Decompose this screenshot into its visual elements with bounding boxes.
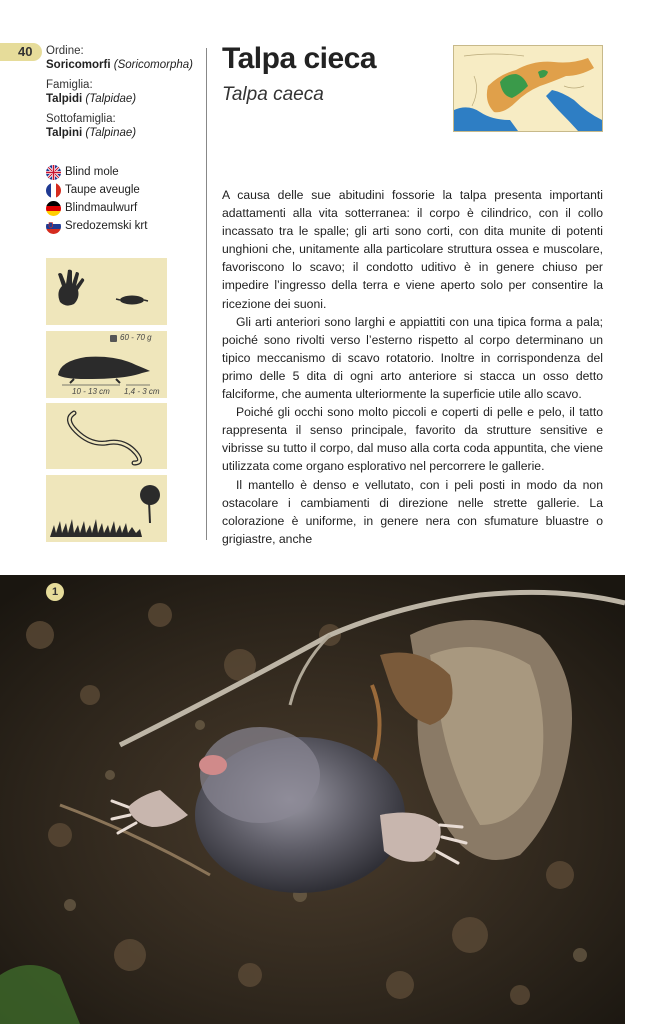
footprint-icon: [46, 258, 167, 325]
earthworm-icon: [46, 403, 167, 469]
species-title: Talpa cieca: [222, 42, 377, 75]
size-panel: [46, 331, 167, 398]
common-name-french: [46, 181, 147, 199]
weight-value: 60 - 70 g: [120, 333, 152, 342]
family-latin: (Talpidae): [85, 93, 137, 105]
uk-flag-icon: [46, 165, 61, 180]
taxonomy-block: [46, 44, 206, 146]
mole-photo: [0, 575, 625, 1024]
common-name-text: Sredozemski krt: [65, 220, 148, 232]
photo-number-badge: 1: [46, 583, 64, 601]
distribution-map: [453, 45, 603, 132]
slovenia-flag-icon: [46, 219, 61, 234]
subfamily-label: Sottofamiglia:: [46, 113, 116, 125]
description-paragraph: Poiché gli occhi sono molto piccoli e coperti di pelle e pelo, il tatto rappresenta il senso principale, favorito da strutture sensitive e vibrisse su tutto il corpo, dal muso alla corta coda appuntita, che viene utilizzata come organo esplorativo nel percorrere le gallerie.: [222, 405, 603, 474]
order-value: Soricomorfi: [46, 59, 111, 71]
order-latin: (Soricomorpha): [113, 59, 193, 71]
family-label: Famiglia:: [46, 79, 93, 91]
france-flag-icon: [46, 183, 61, 198]
body-length-value: 10 - 13 cm: [72, 387, 110, 396]
common-name-text: Blindmaulwurf: [65, 202, 138, 214]
description-paragraph: Gli arti anteriori sono larghi e appiattiti con una tipica forma a pala; poiché sono rivolti verso l’esterno rispetto al corpo determinano un tipico meccanismo di scavo rotatorio. Inoltre in corrispondenza del primo delle 5 dita di ogni arto anteriore si stacca un osso detto falciforme, che aumenta ulteriormente la superficie utile allo scavo.: [222, 314, 603, 402]
habitat-panel: [46, 475, 167, 542]
description-paragraph: Il mantello è denso e vellutato, con i peli posti in modo da non ostacolare i cambiamenti di direzione nelle strette gallerie. La colorazione è uniforme, in genere nera con sfumature bluastre o grigiastre, anche: [222, 477, 603, 546]
common-names-list: [46, 163, 147, 235]
germany-flag-icon: [46, 201, 61, 216]
subfamily-value: Talpini: [46, 127, 83, 139]
description-paragraph: A causa delle sue abitudini fossorie la talpa presenta importanti adattamenti alla vita sotterranea: il corpo è cilindrico, con il collo incassato tra le spalle; gli arti sono corti, con dita munite di potenti unghioni che, unitamente alla particolare struttura ossea e muscolare, favoriscono lo scavo; il condotto uditivo è in genere chiuso per impedire l’ingresso della terra e viene aperto solo per consentire la ricezione dei suoni.: [222, 188, 603, 311]
common-name-english: [46, 163, 147, 181]
species-description: [222, 186, 603, 548]
page-number: 40: [18, 44, 33, 59]
common-name-slovenian: [46, 217, 147, 235]
habitat-grass-tree-icon: [46, 475, 167, 542]
subfamily-latin: (Talpinae): [85, 127, 137, 139]
tail-length-value: 1,4 - 3 cm: [124, 387, 160, 396]
common-name-text: Taupe aveugle: [65, 184, 140, 196]
vertical-divider: [206, 48, 207, 540]
common-name-text: Blind mole: [65, 166, 119, 178]
species-latin-name: Talpa caeca: [222, 84, 324, 105]
family-value: Talpidi: [46, 93, 83, 105]
diet-panel: [46, 403, 167, 469]
order-label: Ordine:: [46, 45, 84, 57]
tracks-panel: [46, 258, 167, 325]
common-name-german: [46, 199, 147, 217]
